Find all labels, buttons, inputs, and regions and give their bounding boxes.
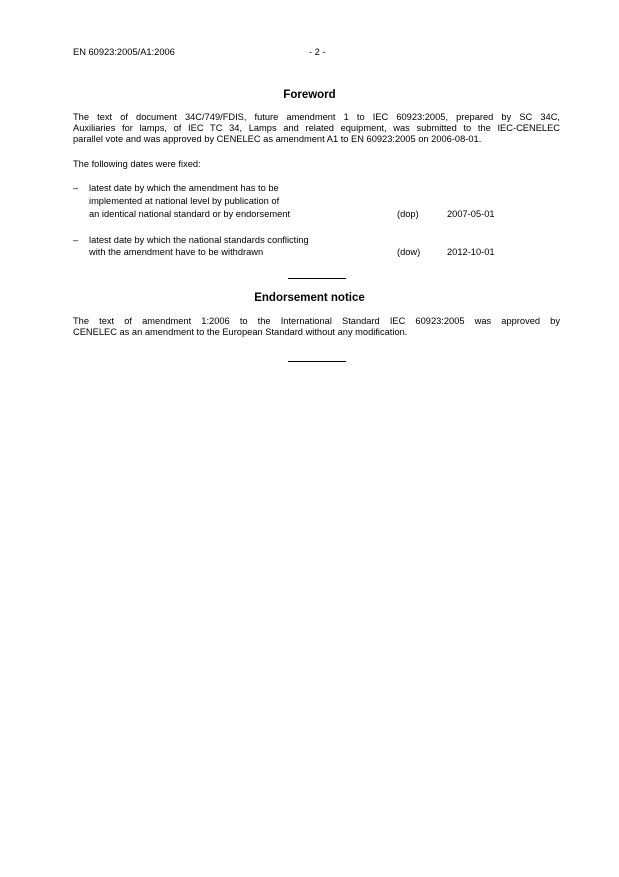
dow-date: 2012-10-01 (447, 247, 495, 257)
endorsement-line: The text of amendment 1:2006 to the International Standard IEC 60923:2005 was approved by (73, 316, 560, 326)
list-dash: – (73, 235, 79, 245)
foreword-title: Foreword (283, 89, 336, 101)
end-divider (288, 361, 346, 362)
dop-date: 2007-05-01 (447, 209, 495, 219)
dates-intro: The following dates were fixed: (73, 159, 201, 169)
dow-text-line: with the amendment have to be withdrawn (89, 247, 264, 257)
section-divider (288, 278, 346, 279)
dop-text-line: implemented at national level by publication of (89, 196, 280, 206)
endorsement-title: Endorsement notice (254, 292, 365, 304)
page-number: - 2 - (309, 47, 326, 57)
dow-abbreviation: (dow) (397, 247, 421, 257)
foreword-paragraph (73, 112, 560, 145)
list-dash: – (73, 183, 79, 193)
dop-text-line: an identical national standard or by endorsement (89, 209, 291, 219)
dop-text-line: latest date by which the amendment has to be (89, 183, 279, 193)
foreword-line: parallel vote and was approved by CENELEC as amendment A1 to EN 60923:2005 on 2006-08-01. (73, 134, 482, 144)
dow-text-line: latest date by which the national standards conflicting (89, 235, 309, 245)
foreword-line: The text of document 34C/749/FDIS, future amendment 1 to IEC 60923:2005, prepared by SC 34C, (73, 112, 560, 122)
foreword-line: Auxiliaries for lamps, of IEC TC 34, Lamps and related equipment, was submitted to the IEC-CENELEC (73, 123, 560, 133)
document-id: EN 60923:2005/A1:2006 (73, 47, 175, 57)
endorsement-paragraph (73, 316, 560, 338)
endorsement-line: CENELEC as an amendment to the European Standard without any modification. (73, 327, 408, 337)
dop-abbreviation: (dop) (397, 209, 419, 219)
